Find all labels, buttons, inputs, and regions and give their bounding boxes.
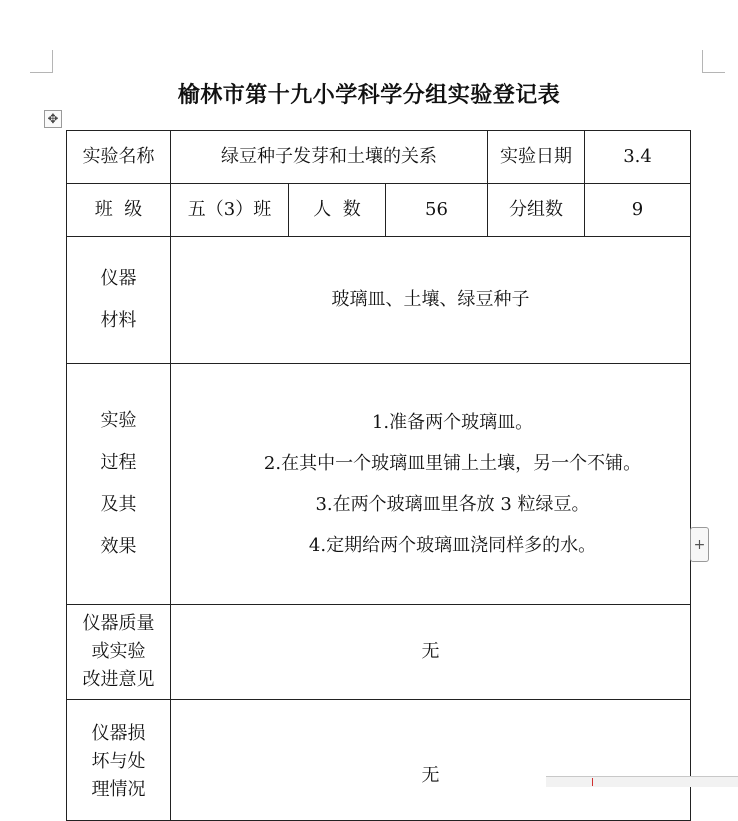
improvement-value[interactable]: 无 bbox=[171, 605, 691, 700]
group-count-value[interactable]: 9 bbox=[585, 184, 691, 237]
process-step: 1.准备两个玻璃皿。 bbox=[371, 412, 534, 433]
improvement-label bbox=[67, 605, 171, 700]
table-row bbox=[67, 364, 691, 605]
materials-label-line: 材料 bbox=[100, 310, 137, 331]
process-label-line: 过程 bbox=[100, 452, 137, 473]
student-count-label: 人 数 bbox=[289, 184, 386, 237]
damage-label-line: 仪器损 bbox=[91, 723, 146, 744]
table-row bbox=[67, 184, 691, 237]
page-corner-mark-left bbox=[30, 50, 53, 73]
materials-value[interactable]: 玻璃皿、土壤、绿豆种子 bbox=[171, 237, 691, 364]
experiment-name-value[interactable]: 绿豆种子发芽和土壤的关系 bbox=[171, 131, 488, 184]
damage-value[interactable] bbox=[171, 700, 691, 821]
process-steps[interactable] bbox=[171, 364, 691, 605]
damage-value-text: 无 bbox=[421, 764, 440, 786]
damage-label-line: 理情况 bbox=[91, 779, 146, 800]
process-step: 3.在两个玻璃皿里各放 3 粒绿豆。 bbox=[315, 494, 590, 515]
process-label-line: 实验 bbox=[100, 410, 137, 431]
page-corner-mark-right bbox=[702, 50, 725, 73]
student-count-value[interactable]: 56 bbox=[386, 184, 488, 237]
process-label-line: 及其 bbox=[100, 494, 137, 515]
process-label bbox=[67, 364, 171, 605]
table-row bbox=[67, 700, 691, 821]
table-row bbox=[67, 237, 691, 364]
status-strip bbox=[546, 776, 738, 787]
group-count-label: 分组数 bbox=[488, 184, 585, 237]
damage-label bbox=[67, 700, 171, 821]
improvement-label-line: 或实验 bbox=[91, 641, 146, 662]
process-step: 4.定期给两个玻璃皿浇同样多的水。 bbox=[308, 535, 597, 556]
experiment-date-value[interactable]: 3.4 bbox=[585, 131, 691, 184]
plus-icon[interactable]: + bbox=[690, 527, 709, 562]
materials-label-line: 仪器 bbox=[100, 268, 137, 289]
materials-label bbox=[67, 237, 171, 364]
process-step: 2.在其中一个玻璃皿里铺上土壤，另一个不铺。 bbox=[263, 453, 642, 474]
table-row bbox=[67, 605, 691, 700]
page-title: 榆林市第十九小学科学分组实验登记表 bbox=[177, 83, 561, 108]
experiment-registration-table bbox=[66, 130, 691, 821]
table-row bbox=[67, 131, 691, 184]
process-label-line: 效果 bbox=[100, 536, 137, 557]
class-value[interactable]: 五（3）班 bbox=[171, 184, 289, 237]
experiment-date-label: 实验日期 bbox=[488, 131, 585, 184]
cursor-mark bbox=[592, 778, 593, 786]
experiment-name-label: 实验名称 bbox=[67, 131, 171, 184]
class-label: 班 级 bbox=[67, 184, 171, 237]
improvement-label-line: 仪器质量 bbox=[82, 613, 155, 634]
move-arrows-icon[interactable]: ✥ bbox=[44, 110, 62, 128]
damage-label-line: 坏与处 bbox=[91, 751, 146, 772]
improvement-label-line: 改进意见 bbox=[82, 669, 155, 690]
